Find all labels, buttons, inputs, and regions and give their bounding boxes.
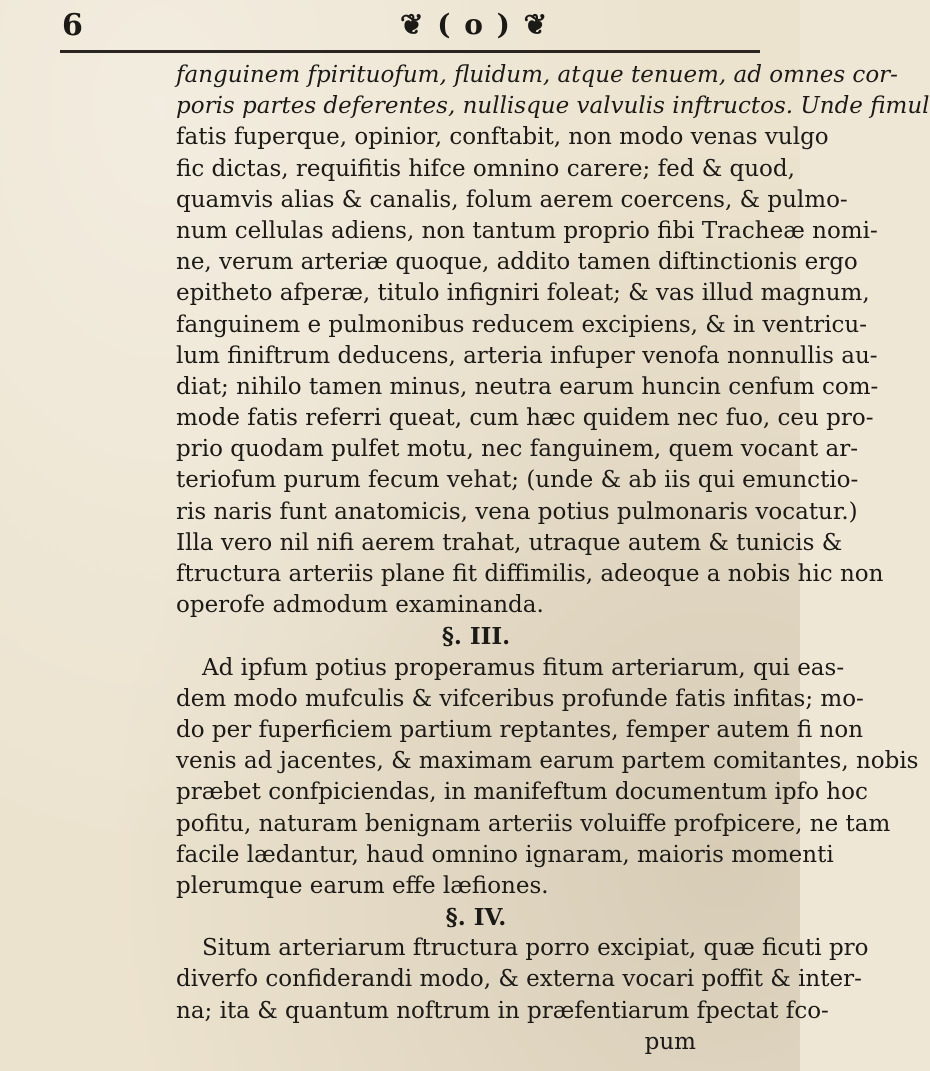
text-line: præbet confpiciendas, in manifeftum documentum ipfo hoc (176, 779, 868, 806)
text-line: prio quodam pulfet motu, nec fanguinem, quem vocant ar- (176, 436, 859, 463)
text-line: epitheto afperæ, titulo infigniri foleat; & vas illud magnum, (176, 280, 870, 307)
text-line: Illa vero nil nifi aerem trahat, utraque autem & tunicis & (176, 529, 843, 556)
text-line: plerumque earum effe læfiones. (176, 872, 549, 899)
text-line: venis ad jacentes, & maximam earum partem comitantes, nobis (176, 748, 919, 775)
text-line: Situm arteriarum ftructura porro excipiat, quæ ficuti pro (202, 935, 869, 962)
text-line: pofitu, naturam benignam arteriis voluiffe profpicere, ne tam (176, 810, 891, 837)
text-line: teriofum purum fecum vehat; (unde & ab iis qui emunctio- (176, 467, 859, 494)
page-header (62, 6, 762, 50)
text-line: fanguinem fpirituofum, fluidum, atque tenuem, ad omnes cor- (176, 62, 898, 88)
text-line: fanguinem e pulmonibus reducem excipiens, & in ventricu- (176, 311, 868, 338)
section-heading: §. IV. (445, 904, 507, 932)
text-line: dem modo mufculis & vifceribus profunde fatis infitas; mo- (176, 685, 864, 712)
text-line: Ad ipfum potius properamus fitum arteriarum, qui eas- (202, 654, 845, 681)
text-line: diverfo confiderandi modo, & externa vocari poffit & inter- (176, 966, 862, 993)
text-line: ne, verum arteriæ quoque, addito tamen diftinctionis ergo (176, 249, 858, 276)
header-rule (60, 50, 760, 53)
body-text (176, 60, 930, 1058)
text-line: fatis fuperque, opinior, conftabit, non modo venas vulgo (176, 124, 829, 151)
text-line: fic dictas, requifitis hifce omnino carere; fed & quod, (176, 155, 795, 182)
text-line: na; ita & quantum noftrum in præfentiarum fpectat fco- (176, 997, 829, 1024)
page-number: 6 (62, 8, 83, 43)
text-line: quamvis alias & canalis, folum aerem coercens, & pulmo- (176, 186, 848, 213)
text-line: ftructura arteriis plane fit diffimilis, adeoque a nobis hic non (176, 561, 884, 587)
text-line: facile lædantur, haud omnino ignaram, maioris momenti (176, 841, 834, 868)
text-line: num cellulas adiens, non tantum proprio fibi Tracheæ nomi- (176, 217, 878, 244)
text-line: do per fuperficiem partium reptantes, femper autem fi non (176, 716, 864, 743)
text-line: ris naris funt anatomicis, vena potius pulmonaris vocatur.) (176, 498, 858, 525)
text-line: operofe admodum examinanda. (176, 592, 544, 619)
running-head-ornament: ❦ ( o ) ❦ (400, 8, 550, 41)
catchword: pum (644, 1028, 696, 1055)
text-line: lum finiftrum deducens, arteria infuper venofa nonnullis au- (176, 342, 878, 369)
text-line: diat; nihilo tamen minus, neutra earum huncin cenfum com- (176, 373, 879, 400)
text-line: poris partes deferentes, nullisque valvulis inftructos. Unde fimul (176, 93, 930, 120)
section-heading: §. III. (441, 623, 511, 651)
text-line: mode fatis referri queat, cum hæc quidem nec fuo, ceu pro- (176, 405, 874, 432)
